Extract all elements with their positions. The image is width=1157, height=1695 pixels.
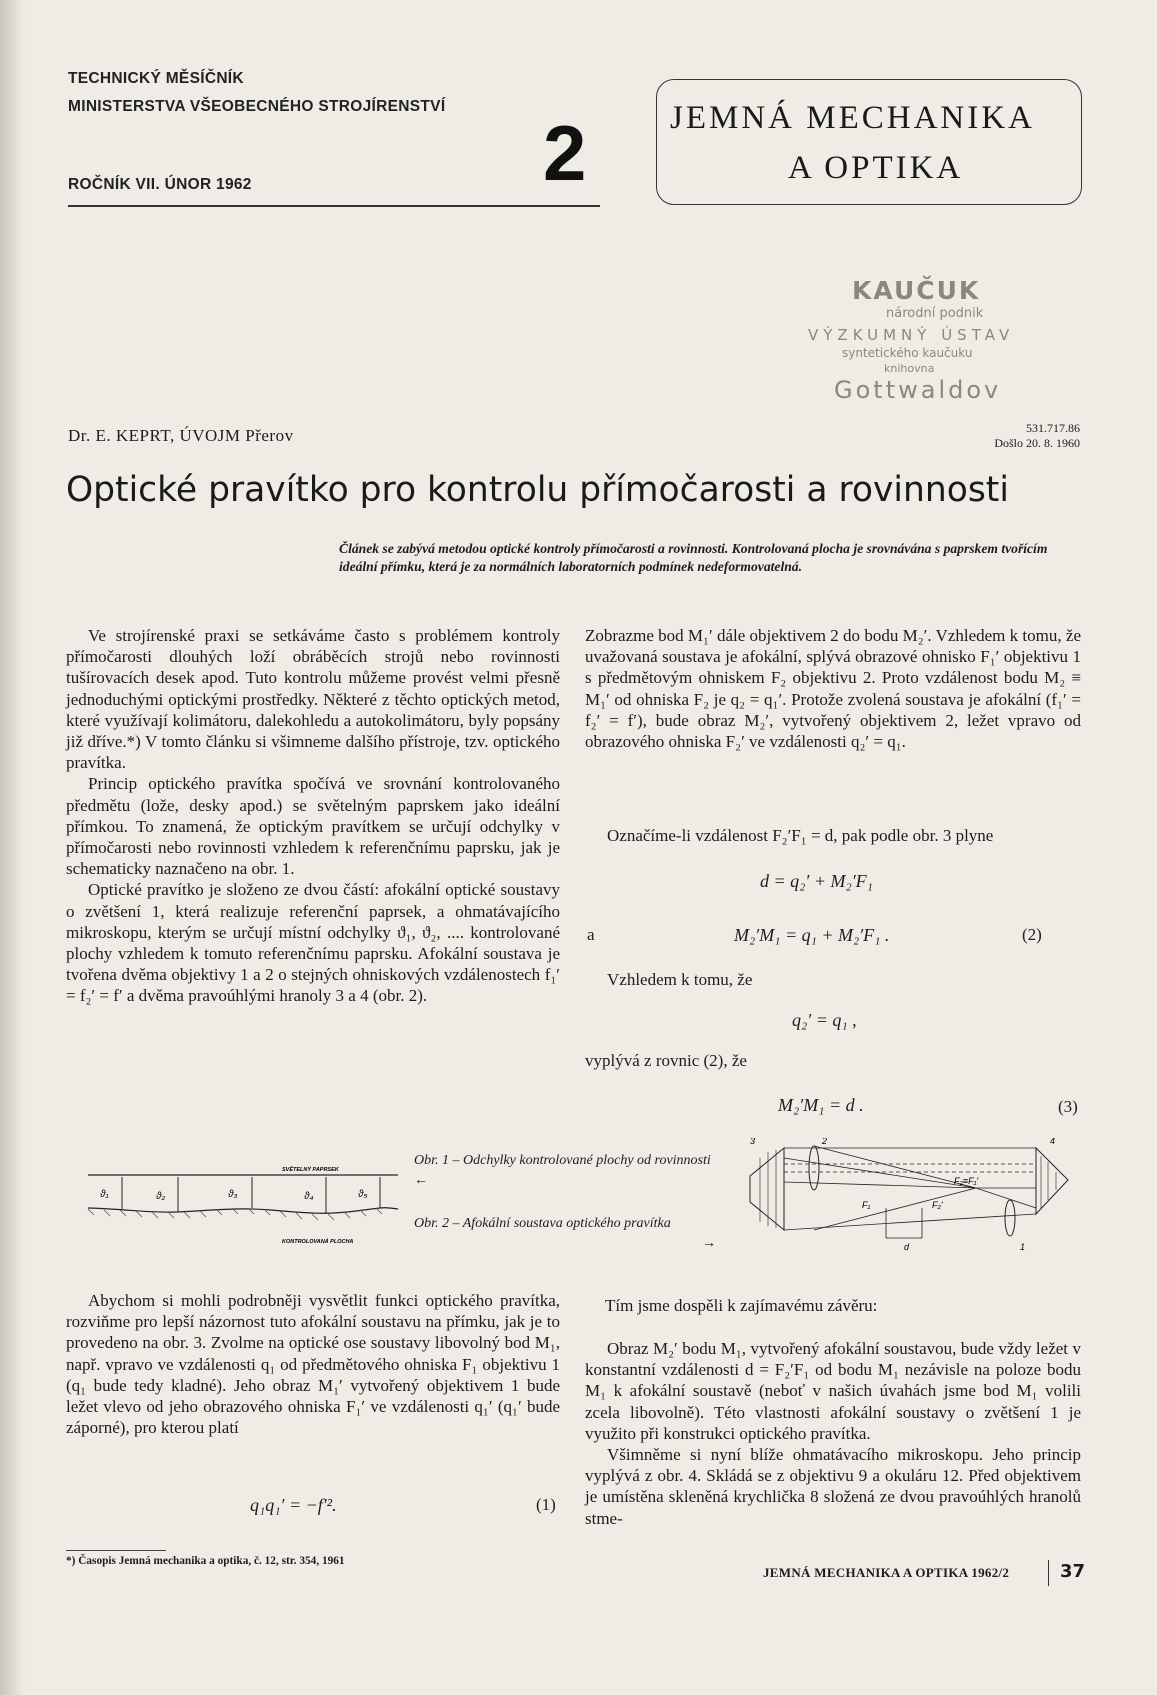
theta-label: ϑ₃ [228,1189,238,1200]
paragraph: Zobrazme bod M₁′ dále objektivem 2 do bodu M₂′. Vzhledem k tomu, že uvažovaná soustava je afokální, splývá obrazové ohnisko F₁′ objektivu 1 s předmětovým ohniskem F₂ objektivu 2. Proto vzdálenost bodu M₂ ≡ M₁′ od ohniska F₂ je q₂ = q₁′. Protože zvolená soustava je afokální (f₁′ = f₂′ = f′), bude obraz M₂′, vytvořený objektivem 2, ležet vpravo od obrazového ohniska F₂′ ve vzdálenosti q₂′ = q₁. [585,626,1081,752]
right-column-lower [585,1338,1081,1529]
paragraph: Abychom si mohli podrobněji vysvětlit funkci optického pravítka, rozviňme pro lepší názornost tuto afokální soustavu na přímku, jak je to provedeno na obr. 3. Zvolme na optické ose soustavy libovolný bod M₁, např. vpravo ve vzdálenosti q₁ od předmětového ohniska F₁ objektivu 1 (q₁ bude tedy kladné). Jeho obraz M₁′ vytvořený objektivem 1 bude ležet vlevo od jeho obrazového ohniska F₁′ ve vzdálenosti q₁′ (q₁′ bude záporné), pro kterou platí [66,1291,560,1438]
issue-number: 2 [543,109,587,197]
right-column-given [607,969,1007,990]
controlled-surface [88,1208,398,1214]
right-column-define-d [585,825,1081,846]
equation-m2m1: M₂′M₁ = q₁ + M₂′F₁ . [734,925,890,945]
udc-code: 531.717.86 [1026,421,1080,435]
received-date: Došlo 20. 8. 1960 [994,436,1080,450]
equation-1: q₁q₁′ = −f′². [250,1495,337,1515]
header-volume-line: ROČNÍK VII. ÚNOR 1962 [68,176,252,193]
header-publisher-line: TECHNICKÝ MĚSÍČNÍK [68,70,244,87]
theta-label: ϑ₁ [100,1189,109,1200]
theta-label: ϑ₂ [156,1191,166,1202]
arrow-right-icon: → [702,1236,716,1251]
stamp-city: Gottwaldov [834,376,1002,404]
fig1-beam-label: SVĚTELNÝ PAPRSEK [282,1167,339,1173]
running-head: JEMNÁ MECHANIKA A OPTIKA 1962/2 [763,1565,1010,1580]
article-meta [994,421,1080,451]
stamp-synthetic-rubber: syntetického kaučuku [842,346,973,360]
lens-2 [1005,1200,1015,1236]
right-column-follows [585,1050,985,1071]
figure-1-diagram [86,1163,402,1247]
footnote: *) Časopis Jemná mechanika a optika, č. 12, str. 354, 1961 [66,1555,345,1567]
fig1-caption-text: Obr. 1 – Odchylky kontrolované plochy od rovinnosti [414,1153,711,1168]
fig2-label-2: 2 [822,1138,828,1146]
word-and: a [587,925,595,944]
stamp-kaucuk: KAUČUK [852,276,981,305]
fig2-label-3: 3 [750,1138,756,1146]
masthead-title-line1: JEMNÁ MECHANIKA [670,100,1035,136]
masthead-title-line2: A OPTIKA [788,150,964,186]
prism-3 [750,1148,784,1230]
equation-number-3: (3) [1058,1097,1078,1116]
paragraph: Označíme-li vzdálenost F₂′F₁ = d, pak podle obr. 3 plyne [607,826,994,845]
surface-hatching [88,1208,382,1220]
paragraph: Ve strojírenské praxi se setkáváme často s problémem kontroly přímočarosti dlouhých loží obráběcích strojů nebo rovinnosti tušírovacích desek apod. Tuto kontrolu můžeme provést velmi přesně jednoduchými optickými prostředky. Některé z těchto optických metod, které využívají kolimátoru, dalekohledu a autokolimátoru, byly popsány již dříve.*) V tomto článku si všimneme dalšího přístroje, tzv. optického pravítka. [66,626,560,773]
stamp-library: knihovna [884,362,935,375]
footnote-rule [66,1550,166,1551]
header-ministry-line: MINISTERSTVA VŠEOBECNÉHO STROJÍRENSTVÍ [68,98,446,115]
fig2-label-f2p: F₂′ [932,1200,943,1210]
fig2-label-focus: F₂≡F₁′ [954,1176,979,1186]
fig2-caption-text: Obr. 2 – Afokální soustava optického pravítka [414,1216,671,1231]
fig1-surface-label: KONTROLOVANÁ PLOCHA [282,1239,354,1245]
equation-number-1: (1) [536,1495,556,1514]
fig2-label-1: 1 [1020,1242,1026,1252]
fig2-label-4: 4 [1050,1138,1056,1146]
figure-1-caption [414,1152,734,1188]
right-column-conclusion-intro [605,1295,1081,1316]
fig2-label-d: d [904,1242,910,1252]
stamp-national-enterprise: národní podnik [886,306,984,321]
header-rule [68,205,600,207]
paragraph: Tím jsme dospěli k zajímavému závěru: [605,1296,878,1315]
equation-q2q1: q₂′ = q₁ , [792,1010,857,1030]
theta-label: ϑ₄ [304,1191,314,1202]
stamp-institute: VÝZKUMNÝ ÚSTAV [808,326,1015,344]
paragraph: Vzhledem k tomu, že [607,970,753,989]
page-number: 37 [1060,1561,1086,1582]
article-title: Optické pravítko pro kontrolu přímočarosti a rovinnosti [66,470,1009,510]
equation-number-2: (2) [1022,925,1042,944]
right-column-upper [585,625,1081,752]
theta-label: ϑ₅ [358,1189,368,1200]
left-column-lower [66,1290,560,1438]
paragraph: Obraz M₂′ bodu M₁, vytvořený afokální soustavou, bude vždy ležet v konstantní vzdálenosti d = F₂′F₁ od bodu M₁ nezávisle na poloze bodu M₁ k afokální soustavě (neboť v našich úvahách jsme bod M₁ volili zcela libovolně). Této vlastnosti afokální soustavy o zvětšení 1 je využito při konstrukci optického pravítka. [585,1339,1081,1443]
paragraph: Optické pravítko je složeno ze dvou částí: afokální optické soustavy o zvětšení 1, která realizuje referenční paprsek, a ohmatávajícího mikroskopu, kterým se určují místní odchylky ϑ₁, ϑ₂, .... kontrolované plochy vzhledem k tomuto referenčnímu paprsku. Afokální soustava je tvořena dvěma objektivy 1 a 2 o stejných ohniskových vzdálenostech f₁′ = f₂′ = f′ a dvěma pravoúhlými hranoly 3 a 4 (obr. 2). [66,880,560,1006]
arrow-left-icon: ← [414,1173,428,1188]
page-number-divider [1048,1560,1049,1586]
article-abstract: Článek se zabývá metodou optické kontroly přímočarosti a rovinnosti. Kontrolovaná plocha je srovnávána s paprskem tvořícím ideální přímku, která je za normálních laboratorních podmínek nedeformovatelná. [339,541,1048,574]
paragraph: vyplývá z rovnic (2), že [585,1051,747,1070]
deviation-labels [100,1189,368,1202]
left-column-upper [66,625,560,1007]
fig2-label-f1: F₁ [862,1200,871,1210]
equation-d: d = q₂′ + M₂′F₁ [760,871,873,891]
author-byline: Dr. E. KEPRT, ÚVOJM Přerov [68,426,294,445]
figure-2-diagram [746,1138,1072,1260]
figure-2-caption [414,1215,734,1251]
paragraph: Princip optického pravítka spočívá ve srovnání kontrolovaného předmětu (lože, desky apod.) se světelným paprskem jako ideální přímkou. To znamená, že optickým pravítkem se určují odchylky v přímočarosti nebo rovinnosti vzhledem k referenčnímu paprsku, jak je schematicky naznačeno na obr. 1. [66,774,560,879]
equation-3: M₂′M₁ = d . [778,1095,864,1115]
paragraph: Všimněme si nyní blíže ohmatávacího mikroskopu. Jeho princip vyplývá z obr. 4. Skládá se z objektivu 9 a okuláru 12. Před objektivem je umístěna skleněná krychlička 8 složená ze dvou pravoúhlých hranolů stme- [585,1445,1081,1528]
binding-shadow [0,0,26,1695]
